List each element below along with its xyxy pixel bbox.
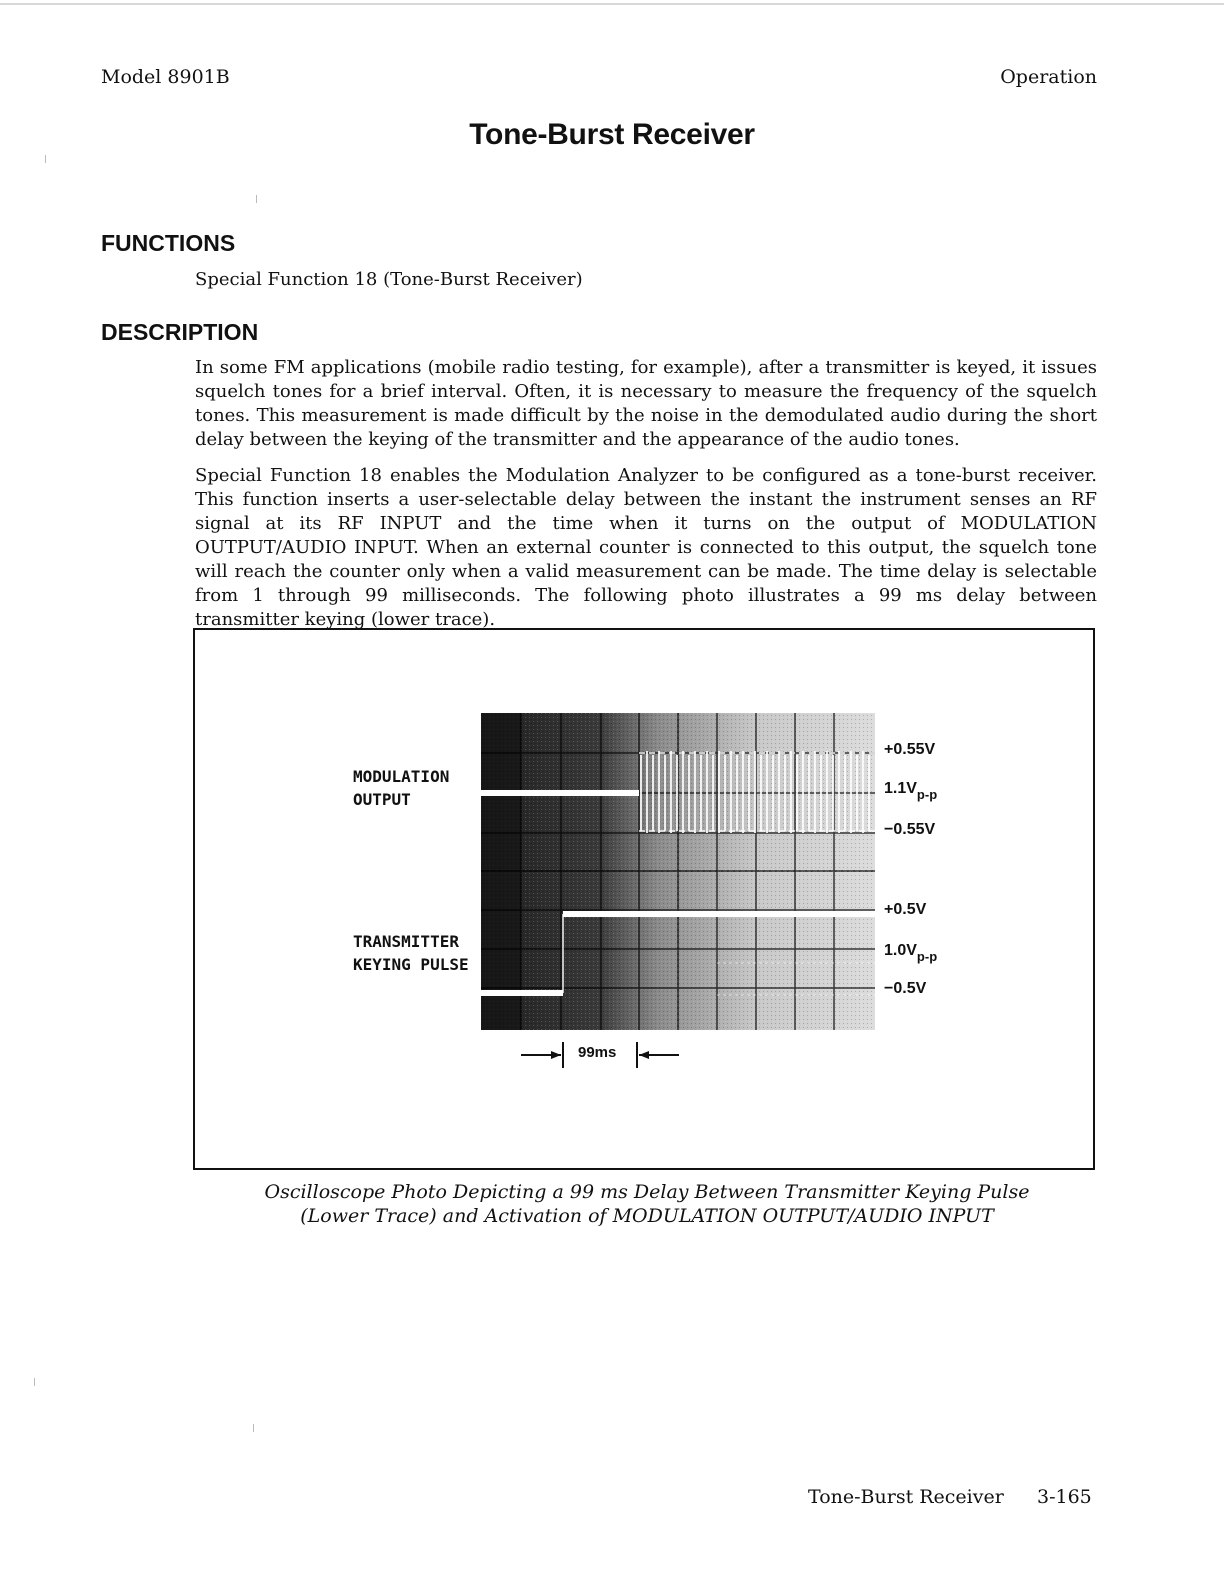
scan-mark xyxy=(256,195,257,203)
top-rule xyxy=(0,3,1224,5)
header-model: Model 8901B xyxy=(101,66,230,88)
lower-positive-voltage: +0.5V xyxy=(884,901,927,918)
transmitter-label-line2: KEYING PULSE xyxy=(353,955,469,974)
description-paragraph-1: In some FM applications (mobile radio testing, for example), after a transmitter is keyed, it issues squelch tones for a brief interval. Often, it is necessary to measure the frequency of the squelch tones. This measurement is made difficult by the noise in the demodulated audio during the short delay between the keying of the transmitter and the appearance of the audio tones. xyxy=(195,357,1097,450)
transmitter-keying-label xyxy=(353,930,469,976)
upper-pp-subscript: p-p xyxy=(916,787,938,802)
header-section: Operation xyxy=(1000,66,1097,88)
lower-negative-voltage: −0.5V xyxy=(884,980,927,997)
oscilloscope-photo xyxy=(481,713,875,1030)
page-title: Tone-Burst Receiver xyxy=(469,118,755,151)
scan-mark xyxy=(34,1378,35,1386)
description-heading: DESCRIPTION xyxy=(101,319,259,345)
upper-positive-voltage: +0.55V xyxy=(884,741,936,758)
footer-title: Tone-Burst Receiver xyxy=(808,1486,1004,1508)
upper-negative-voltage: −0.55V xyxy=(884,821,936,838)
modulation-output-label xyxy=(353,765,449,811)
lower-pp-value: 1.0V xyxy=(884,942,917,959)
upper-pp-value: 1.1V xyxy=(884,780,917,797)
oscilloscope-image xyxy=(481,713,875,1030)
caption-line-2: (Lower Trace) and Activation of MODULATION OUTPUT/AUDIO INPUT xyxy=(300,1205,994,1227)
figure-caption xyxy=(0,1180,1224,1228)
upper-peak-to-peak xyxy=(884,780,938,802)
description-paragraph-2: Special Function 18 enables the Modulation Analyzer to be configured as a tone-burst receiver. This function inserts a user-selectable delay between the instant the instrument senses an RF signal at its RF INPUT and the time when it turns on the output of MODULATION OUTPUT/AUDIO INPUT. When an external counter is connected to this output, the squelch tone will reach the counter only when a valid measurement can be made. The time delay is selectable from 1 through 99 milliseconds. The following photo illustrates a 99 ms delay between transmitter keying (lower trace). xyxy=(195,465,1097,630)
lower-pp-subscript: p-p xyxy=(916,949,938,964)
lower-peak-to-peak xyxy=(884,942,938,964)
scan-mark xyxy=(253,1424,254,1432)
functions-text: Special Function 18 (Tone-Burst Receiver) xyxy=(195,269,583,290)
functions-heading: FUNCTIONS xyxy=(101,230,236,256)
modulation-label-line2: OUTPUT xyxy=(353,790,411,809)
transmitter-label-line1: TRANSMITTER xyxy=(353,932,459,951)
caption-line-1: Oscilloscope Photo Depicting a 99 ms Delay Between Transmitter Keying Pulse xyxy=(264,1181,1030,1203)
scan-mark xyxy=(45,155,46,163)
time-delay-label: 99ms xyxy=(578,1044,617,1061)
modulation-label-line1: MODULATION xyxy=(353,767,450,786)
page-number: 3-165 xyxy=(1037,1486,1092,1508)
